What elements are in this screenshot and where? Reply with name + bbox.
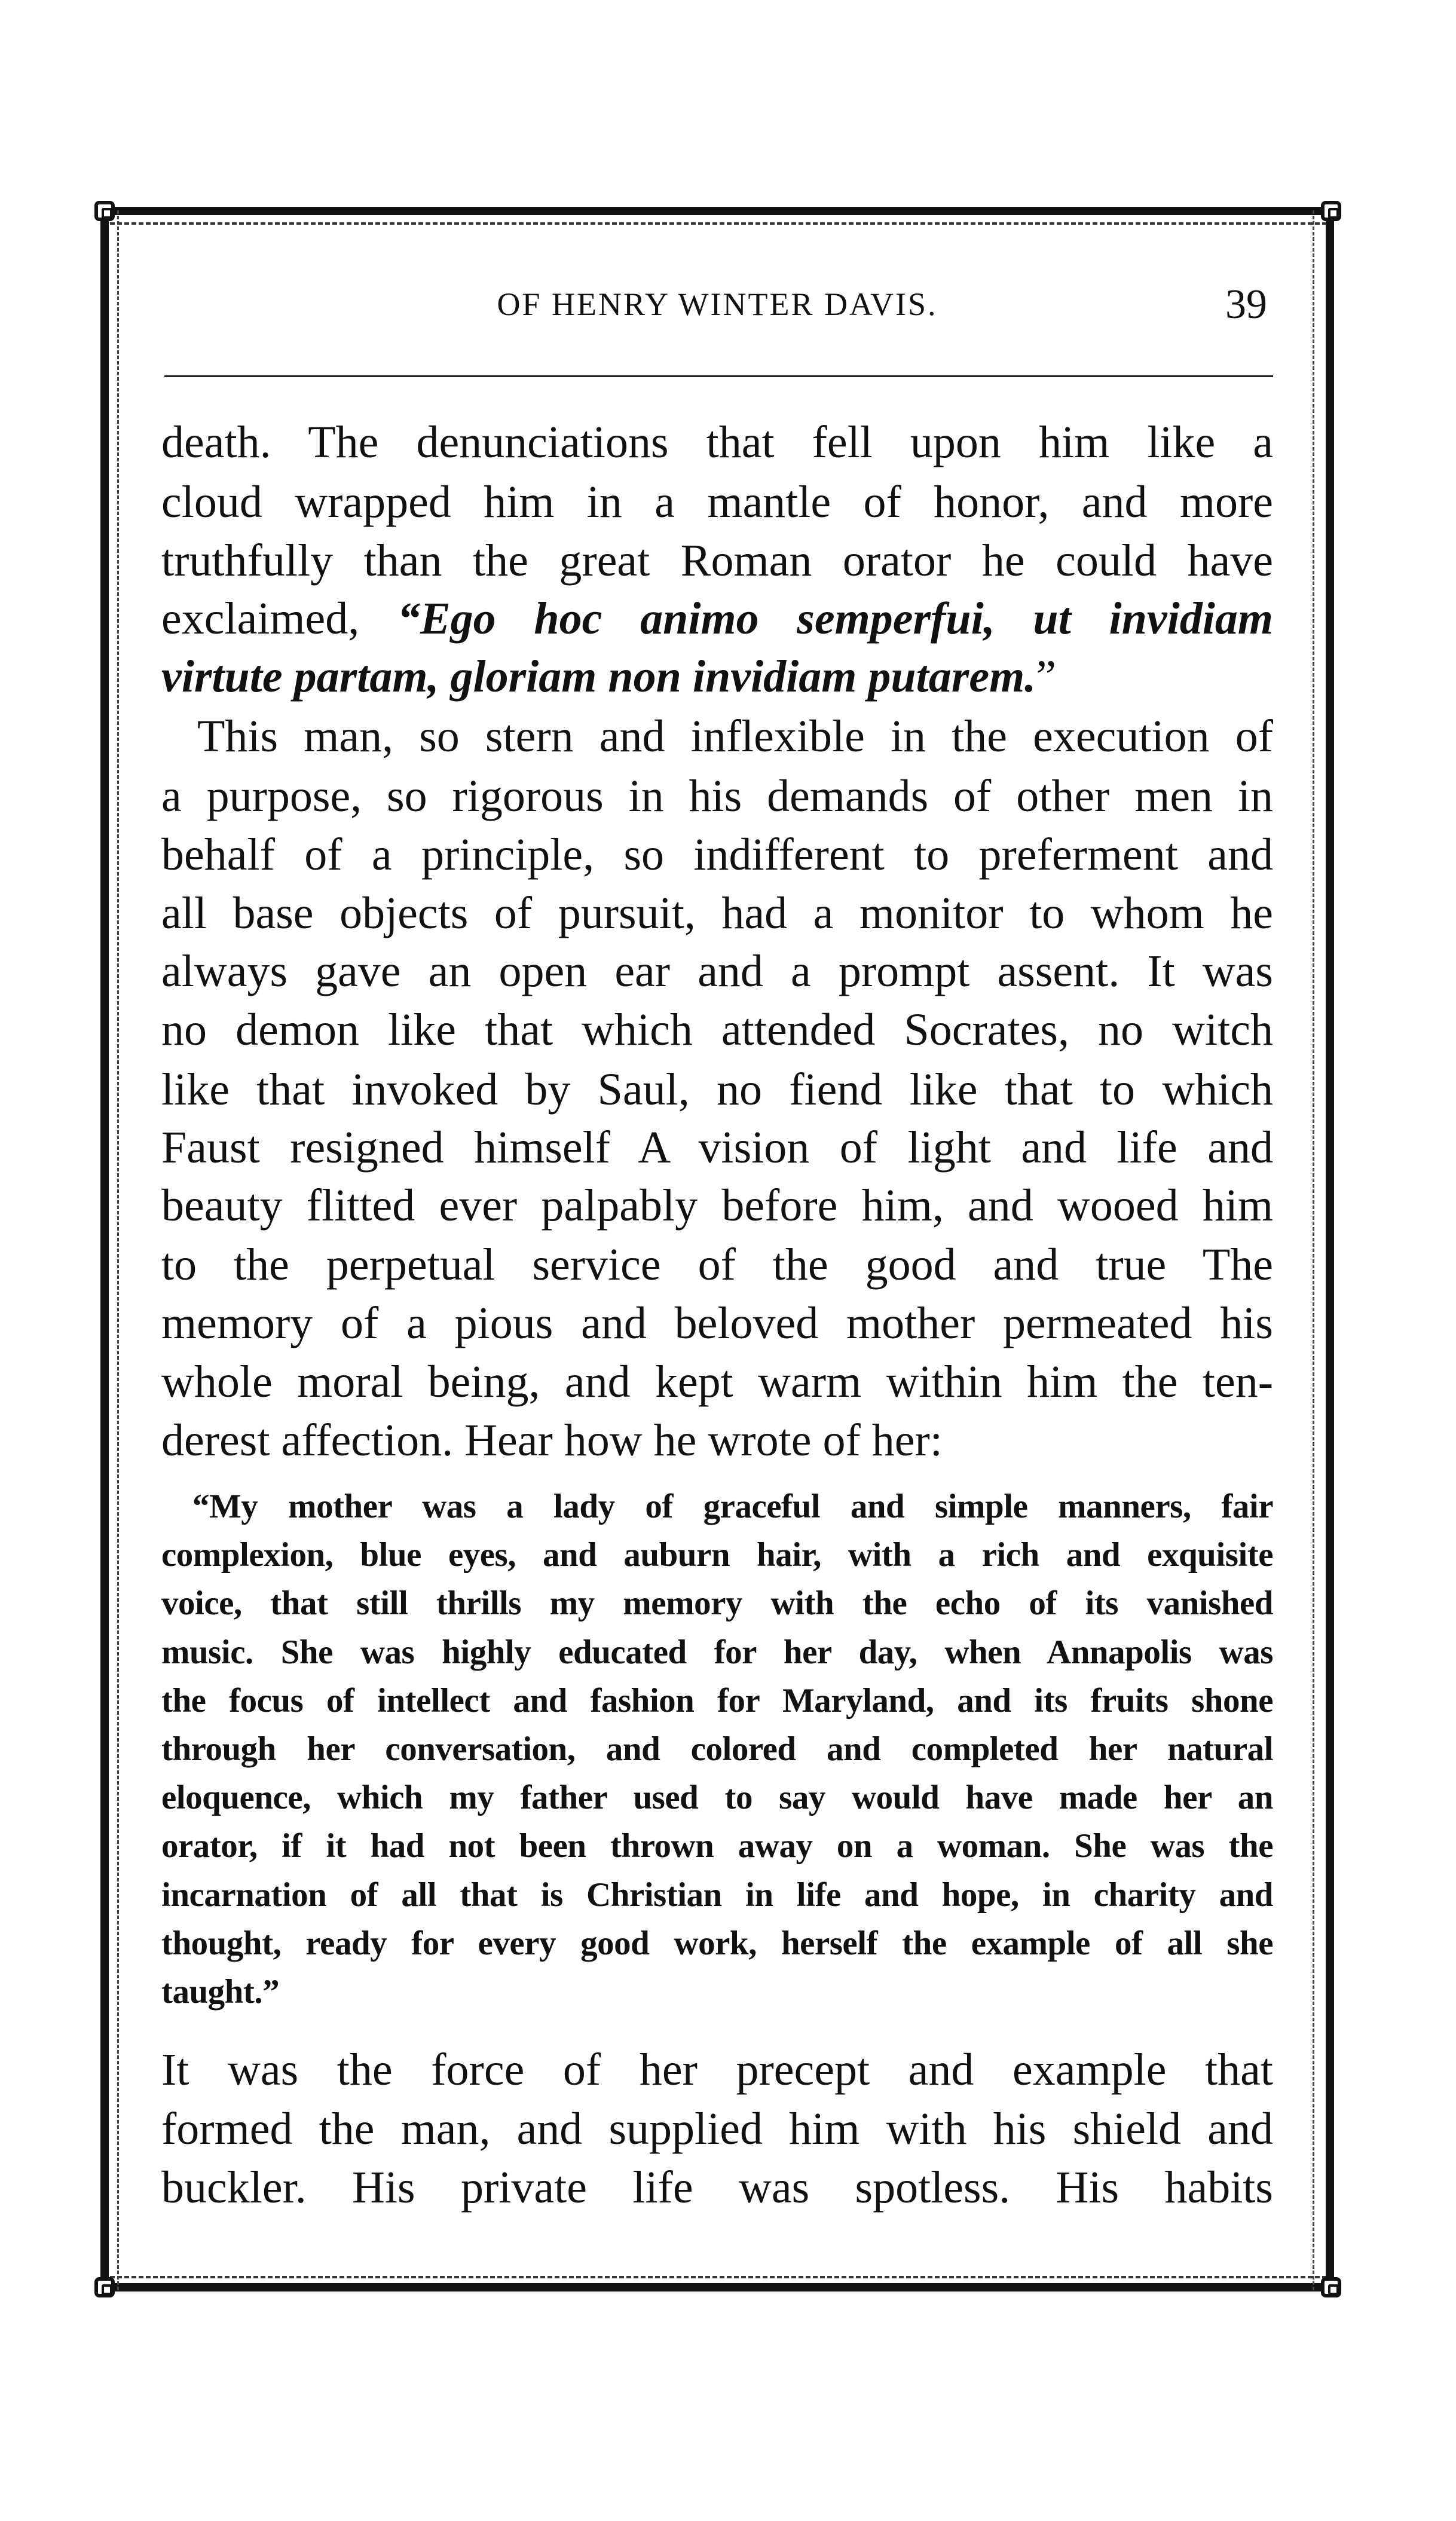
- text-roman: exclaimed,: [161, 593, 397, 644]
- running-title: OF HENRY WINTER DAVIS.: [497, 286, 938, 322]
- right-border-ornament: [1313, 210, 1314, 2290]
- text-line: to the perpetual service of the good and true The: [161, 1240, 1273, 1290]
- text-line: [161, 589, 1273, 648]
- corner-ornament-icon: [1321, 201, 1341, 221]
- text-line: behalf of a principle, so indifferent to preferment and: [161, 830, 1273, 880]
- text-line: death. The denunciations that fell upon him like a: [161, 417, 1273, 467]
- text-line: a purpose, so rigorous in his demands of other men in: [161, 771, 1273, 821]
- top-border-ornament: [103, 222, 1334, 225]
- quote-line: thought, ready for every good work, herself the example of all she: [161, 1925, 1273, 1962]
- quote-line: incarnation of all that is Christian in life and hope, in charity and: [161, 1876, 1273, 1914]
- text-roman: ”: [1036, 651, 1056, 702]
- text-line: formed the man, and supplied him with his shield and: [161, 2104, 1273, 2154]
- text-line: [161, 647, 1273, 706]
- corner-ornament-icon: [94, 2277, 115, 2297]
- text-line: cloud wrapped him in a mantle of honor, and more: [161, 477, 1273, 527]
- quote-line: orator, if it had not been thrown away on a woman. She was the: [161, 1827, 1273, 1865]
- text-line: buckler. His private life was spotless. His habits: [161, 2162, 1273, 2213]
- top-border: [103, 207, 1334, 215]
- quote-line: through her conversation, and colored and completed her natural: [161, 1730, 1273, 1768]
- text-line: truthfully than the great Roman orator he could have: [161, 536, 1273, 586]
- text-line: whole moral being, and kept warm within him the ten-: [161, 1357, 1273, 1407]
- latin-quote: “Ego hoc animo semperfui, ut invidiam: [397, 593, 1273, 644]
- quote-line: eloquence, which my father used to say would have made her an: [161, 1779, 1273, 1816]
- left-border: [100, 210, 109, 2290]
- right-border: [1326, 210, 1334, 2290]
- page-header: [161, 281, 1273, 329]
- text-line: always gave an open ear and a prompt assent. It was: [161, 946, 1273, 996]
- text-line: memory of a pious and beloved mother permeated his: [161, 1298, 1273, 1348]
- latin-quote: virtute partam, gloriam non invidiam putarem.: [161, 651, 1036, 702]
- text-line: beauty flitted ever palpably before him, and wooed him: [161, 1180, 1273, 1231]
- corner-ornament-icon: [1321, 2277, 1341, 2297]
- text-line: like that invoked by Saul, no fiend like that to which: [161, 1064, 1273, 1115]
- text-line: Faust resigned himself A vision of light and life and: [161, 1122, 1273, 1173]
- text-line: It was the force of her precept and example that: [161, 2045, 1273, 2095]
- left-border-ornament: [117, 210, 119, 2290]
- quote-line: “My mother was a lady of graceful and simple manners, fair: [192, 1488, 1273, 1525]
- quote-line: voice, that still thrills my memory with the echo of its vanished: [161, 1584, 1273, 1622]
- bottom-border: [103, 2283, 1334, 2291]
- corner-ornament-icon: [94, 201, 115, 221]
- text-line: no demon like that which attended Socrates, no witch: [161, 1005, 1273, 1055]
- text-line: all base objects of pursuit, had a monitor to whom he: [161, 888, 1273, 938]
- quote-line: complexion, blue eyes, and auburn hair, with a rich and exquisite: [161, 1536, 1273, 1574]
- text-line: This man, so stern and inflexible in the execution of: [197, 711, 1273, 761]
- quote-line: the focus of intellect and fashion for Maryland, and its fruits shone: [161, 1682, 1273, 1720]
- page-number: 39: [1225, 282, 1267, 328]
- quote-line: taught.”: [161, 1973, 280, 2011]
- bottom-border-ornament: [103, 2276, 1334, 2278]
- text-line: derest affection. Hear how he wrote of her:: [161, 1415, 943, 1466]
- quote-line: music. She was highly educated for her day, when Annapolis was: [161, 1633, 1273, 1671]
- header-rule: [164, 375, 1273, 377]
